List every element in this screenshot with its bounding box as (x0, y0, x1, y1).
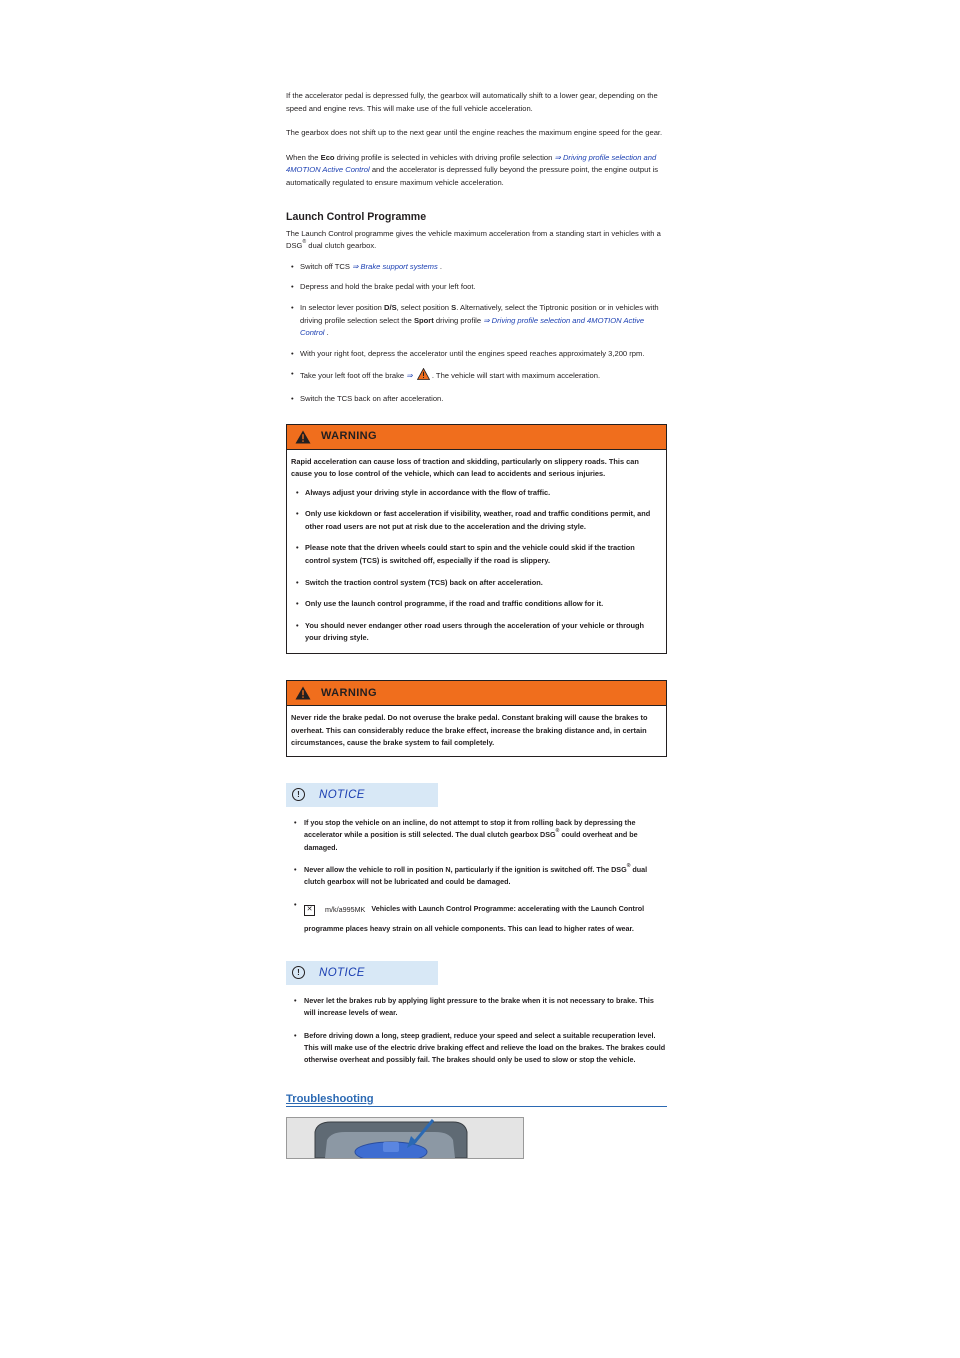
warning-text: Never ride the brake pedal. Do not overuse the brake pedal. Constant braking will cause the brakes to overheat. This can considerably reduce the brake effect, increase the braking distance and, in certain circumstances, cause the brake system to fail completely. (291, 713, 648, 748)
intro-text-3a: When the (286, 152, 321, 162)
step3-text-a: In selector lever position (300, 302, 384, 312)
link-warning-ref[interactable]: ⇒ (406, 371, 413, 381)
list-item: • You should never endanger other road users through the acceleration of your vehicle or through your driving style. (291, 620, 660, 645)
warning-list (291, 487, 660, 645)
notice-list-1 (286, 817, 667, 939)
list-item: • Before driving down a long, steep gradient, reduce your speed and select a suitable recuperation level. This will make use of the electric drive braking effect and relieve the load on the brakes. The brakes could otherwise overheat and possibly fail. The brakes should only be used to slow or stop the vehicle. (286, 1030, 667, 1067)
figure-illustration (287, 1118, 523, 1158)
warning-header (287, 425, 666, 450)
notice1-item3-text: Vehicles with Launch Control Programme: accelerating with the Launch Control programme places heavy strain on all vehicle components. This can lead to higher rates of wear. (304, 903, 645, 933)
troubleshooting-heading-text: Troubleshooting (286, 1092, 374, 1105)
step2-text: Depress and hold the brake pedal with your left foot. (300, 282, 476, 292)
intro-text-3d: and the accelerator is depressed fully beyond the pressure point, the engine output is automatically regulated to ensure maximum vehicle acceleration. (286, 165, 659, 187)
notice-header-2 (286, 961, 438, 985)
troubleshooting-figure (286, 1117, 524, 1159)
link-driving-profile-selection-2[interactable]: ⇒ Driving profile selection and 4MOTION Active Control (300, 315, 645, 338)
warning-body (287, 450, 666, 654)
position-ds-label: D/S (384, 302, 397, 312)
warning-body (287, 706, 666, 756)
list-item (286, 817, 667, 854)
notice1-item2-a: Never allow the vehicle to roll in position N, particularly if the ignition is switched off. The DSG (304, 865, 627, 875)
step1-text-end: . (437, 261, 443, 271)
link-brake-support-systems[interactable]: ⇒ Brake support systems (352, 261, 438, 271)
registered-mark: ® (555, 828, 560, 835)
list-item: • Only use the launch control programme, if the road and traffic conditions allow for it. (291, 598, 660, 611)
list-item (286, 368, 667, 385)
step5-text-a: Take your left foot off the brake (300, 371, 407, 381)
list-item: • Switch the traction control system (TCS) back on after acceleration. (291, 577, 660, 590)
warning-header (287, 681, 666, 706)
intro-text-2: The gearbox does not shift up to the next gear until the engine reaches the maximum engine speed for the gear. (286, 128, 663, 138)
step4-text: With your right foot, depress the accelerator until the engines speed reaches approximately 3,200 rpm. (300, 348, 645, 358)
exclamation-circle-icon: ! (292, 966, 305, 979)
list-item (286, 261, 667, 274)
launch-intro-text-b: dual clutch gearbox. (306, 241, 377, 251)
troubleshooting-heading[interactable] (286, 1093, 667, 1108)
eco-label: Eco (320, 152, 335, 162)
notice1-item2-b: dual clutch gearbox will not be lubricated and could be damaged. (304, 865, 648, 887)
notice1-item1-b: could overheat and be damaged. (304, 830, 638, 852)
list-item (286, 899, 667, 939)
notice-list-2 (286, 995, 667, 1067)
list-item: • Always adjust your driving style in accordance with the flow of traffic. (291, 487, 660, 500)
broken-image-icon: • ✕ (304, 905, 315, 916)
registered-mark: ® (302, 239, 307, 246)
step3-text-c: , select position (396, 302, 452, 312)
intro-text-1: If the accelerator pedal is depressed fully, the gearbox will automatically shift to a lower gear, depending on the speed and engine revs. This will make use of the full vehicle acceleration. (286, 91, 658, 113)
notice-title: NOTICE (319, 966, 365, 979)
warning-triangle-icon[interactable] (417, 368, 430, 385)
list-item (286, 864, 667, 889)
exclamation-circle-icon: ! (292, 788, 305, 801)
list-item (286, 393, 667, 406)
warning-box-2 (286, 680, 667, 757)
broken-image-placeholder (304, 904, 365, 916)
step3-text-e: . Alternatively, select the Tiptronic position or in vehicles with driving profile selection select the (300, 302, 659, 325)
intro-paragraph-1 (286, 90, 667, 115)
notice1-item1-a: If you stop the vehicle on an incline, do not attempt to stop it from rolling back by depressing the accelerator while a position is still selected. The dual clutch gearbox DSG (304, 817, 636, 840)
list-item: • Only use kickdown or fast acceleration if visibility, weather, road and traffic conditions permit, and other road users are not put at risk due to the acceleration and the driving style. (291, 508, 660, 533)
sport-label: Sport (413, 315, 434, 325)
registered-mark: ® (626, 863, 631, 870)
link-driving-profile-selection[interactable]: ⇒ Driving profile selection and 4MOTION Active Control (286, 152, 657, 175)
warning-triangle-icon (295, 686, 311, 700)
intro-paragraph-3 (286, 152, 667, 190)
warning-title: WARNING (321, 430, 377, 443)
notice-title: NOTICE (319, 788, 365, 801)
warning-title: WARNING (321, 686, 377, 699)
step5-text-b: . The vehicle will start with maximum acceleration. (429, 371, 601, 381)
list-item (286, 348, 667, 361)
step1-text: Switch off TCS (300, 261, 353, 271)
notice-header-1 (286, 783, 438, 807)
launch-intro-text-a: The Launch Control programme gives the vehicle maximum acceleration from a standing start in vehicles with a DSG (286, 228, 661, 251)
intro-text-3c: driving profile is selected in vehicles with driving profile selection (334, 152, 555, 162)
list-item (286, 302, 667, 340)
step3-text-h: . (324, 328, 329, 338)
warning-box-1 (286, 424, 667, 655)
warning-triangle-icon (295, 430, 311, 444)
position-s-label: S (451, 302, 457, 312)
launch-control-steps (286, 261, 667, 406)
launch-control-heading: Launch Control Programme (286, 210, 427, 223)
broken-image-alt-text: m/k/a995MK (325, 904, 366, 914)
intro-paragraph-2 (286, 127, 667, 140)
warning-intro: Rapid acceleration can cause loss of traction and skidding, particularly on slippery roads. This can cause you to lose control of the vehicle, which can lead to accidents and serious injuries. (291, 456, 639, 479)
list-item (286, 281, 667, 294)
step6-text: Switch the TCS back on after acceleration. (300, 393, 444, 403)
launch-control-intro (286, 228, 667, 253)
manual-page (286, 90, 667, 1159)
step3-text-g: driving profile (433, 315, 484, 325)
list-item: • Please note that the driven wheels could start to spin and the vehicle could skid if the traction control system (TCS) is switched off, especially if the road is slippery. (291, 542, 660, 567)
list-item: • Never let the brakes rub by applying light pressure to the brake when it is not necessary to brake. This will increase levels of wear. (286, 995, 667, 1020)
